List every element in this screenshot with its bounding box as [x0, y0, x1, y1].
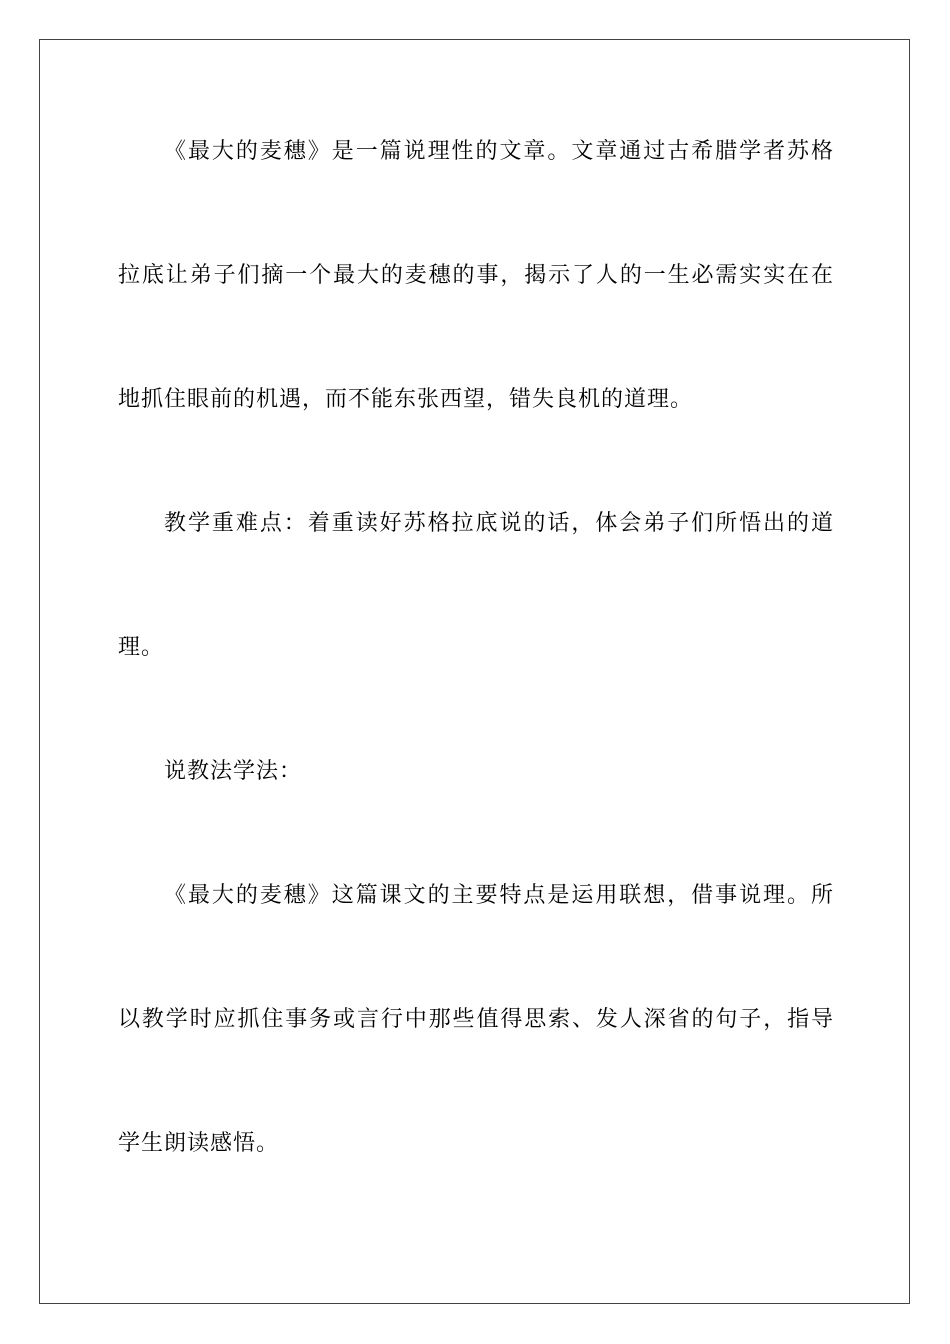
- paragraph-4-line-1: 《最大的麦穗》这篇课文的主要特点是运用联想，借事说理。所: [164, 883, 834, 908]
- paragraph-1-line-3: 地抓住眼前的机遇，而不能东张西望，错失良机的道理。: [118, 387, 694, 412]
- paragraph-4-line-3: 学生朗读感悟。: [118, 1131, 280, 1156]
- paragraph-2-line-2: 理。: [118, 635, 165, 660]
- paragraph-1-line-2: 拉底让弟子们摘一个最大的麦穗的事，揭示了人的一生必需实实在在: [118, 263, 834, 288]
- page-frame: [39, 39, 910, 1304]
- paragraph-1-line-1: 《最大的麦穗》是一篇说理性的文章。文章通过古希腊学者苏格: [164, 139, 834, 164]
- paragraph-4-line-2: 以教学时应抓住事务或言行中那些值得思索、发人深省的句子，指导: [118, 1007, 834, 1032]
- paragraph-2-line-1: 教学重难点：着重读好苏格拉底说的话，体会弟子们所悟出的道: [164, 511, 834, 536]
- paragraph-3-line-1: 说教法学法：: [164, 759, 303, 784]
